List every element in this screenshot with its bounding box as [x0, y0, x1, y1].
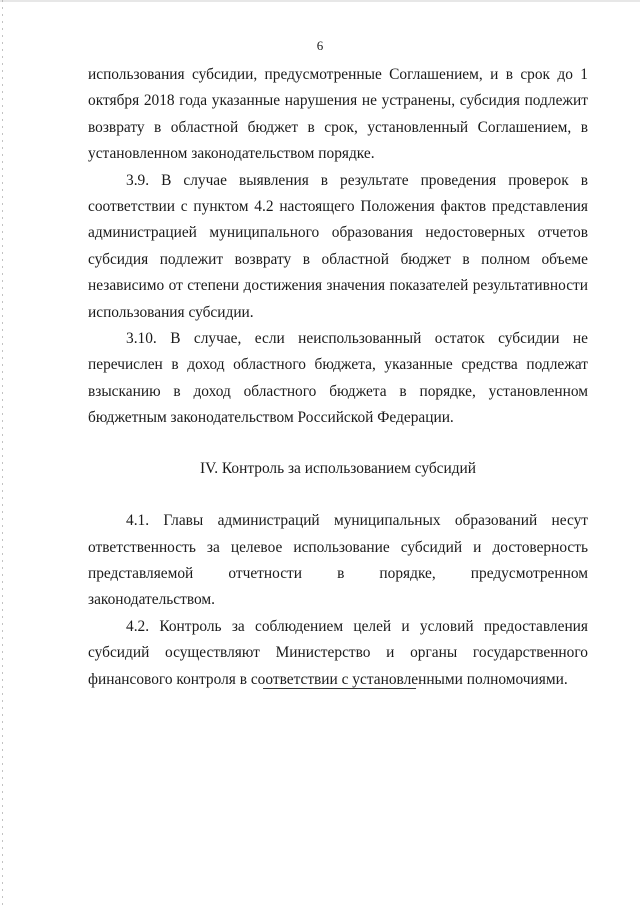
- scan-left-edge: [2, 0, 3, 905]
- paragraph-4-2: 4.2. Контроль за соблюдением целей и условий предоставления субсидий осуществляют Министерство и органы государственного финансового контроля в соответствии с установленными полномочиями.: [88, 617, 588, 688]
- paragraph-3-9: 3.9. В случае выявления в результате проведения проверок в соответствии с пунктом 4.2 настоящего Положения фактов представления администрацией муниципального образования недостоверных отчетов субсидия подлежит возврату в областной бюджет в полном объеме независимо от степени достижения значения показателей результативности использования субсидии.: [88, 171, 588, 321]
- document-body: [88, 62, 588, 693]
- paragraph-3-10: 3.10. В случае, если неиспользованный остаток субсидии не перечислен в доход областного бюджета, указанные средства подлежат взысканию в доход областного бюджета в порядке, установленном бюджетным законодательством Российской Федерации.: [88, 330, 588, 427]
- paragraph-4-1: 4.1. Главы администраций муниципальных образований несут ответственность за целевое использование субсидий и достоверность представляемой отчетности в порядке, предусмотренном законодательством.: [88, 512, 588, 609]
- page-number: 6: [316, 38, 324, 53]
- end-divider-line: [263, 688, 416, 689]
- scan-top-edge: [0, 0, 640, 2]
- section-title: IV. Контроль за использованием субсидий: [199, 459, 477, 477]
- paragraph-continuation: использования субсидии, предусмотренные Соглашением, и в срок до 1 октября 2018 года указанные нарушения не устранены, субсидия подлежит возврату в областной бюджет в срок, установленный Соглашением, в установленном законодательством порядке.: [88, 66, 588, 163]
